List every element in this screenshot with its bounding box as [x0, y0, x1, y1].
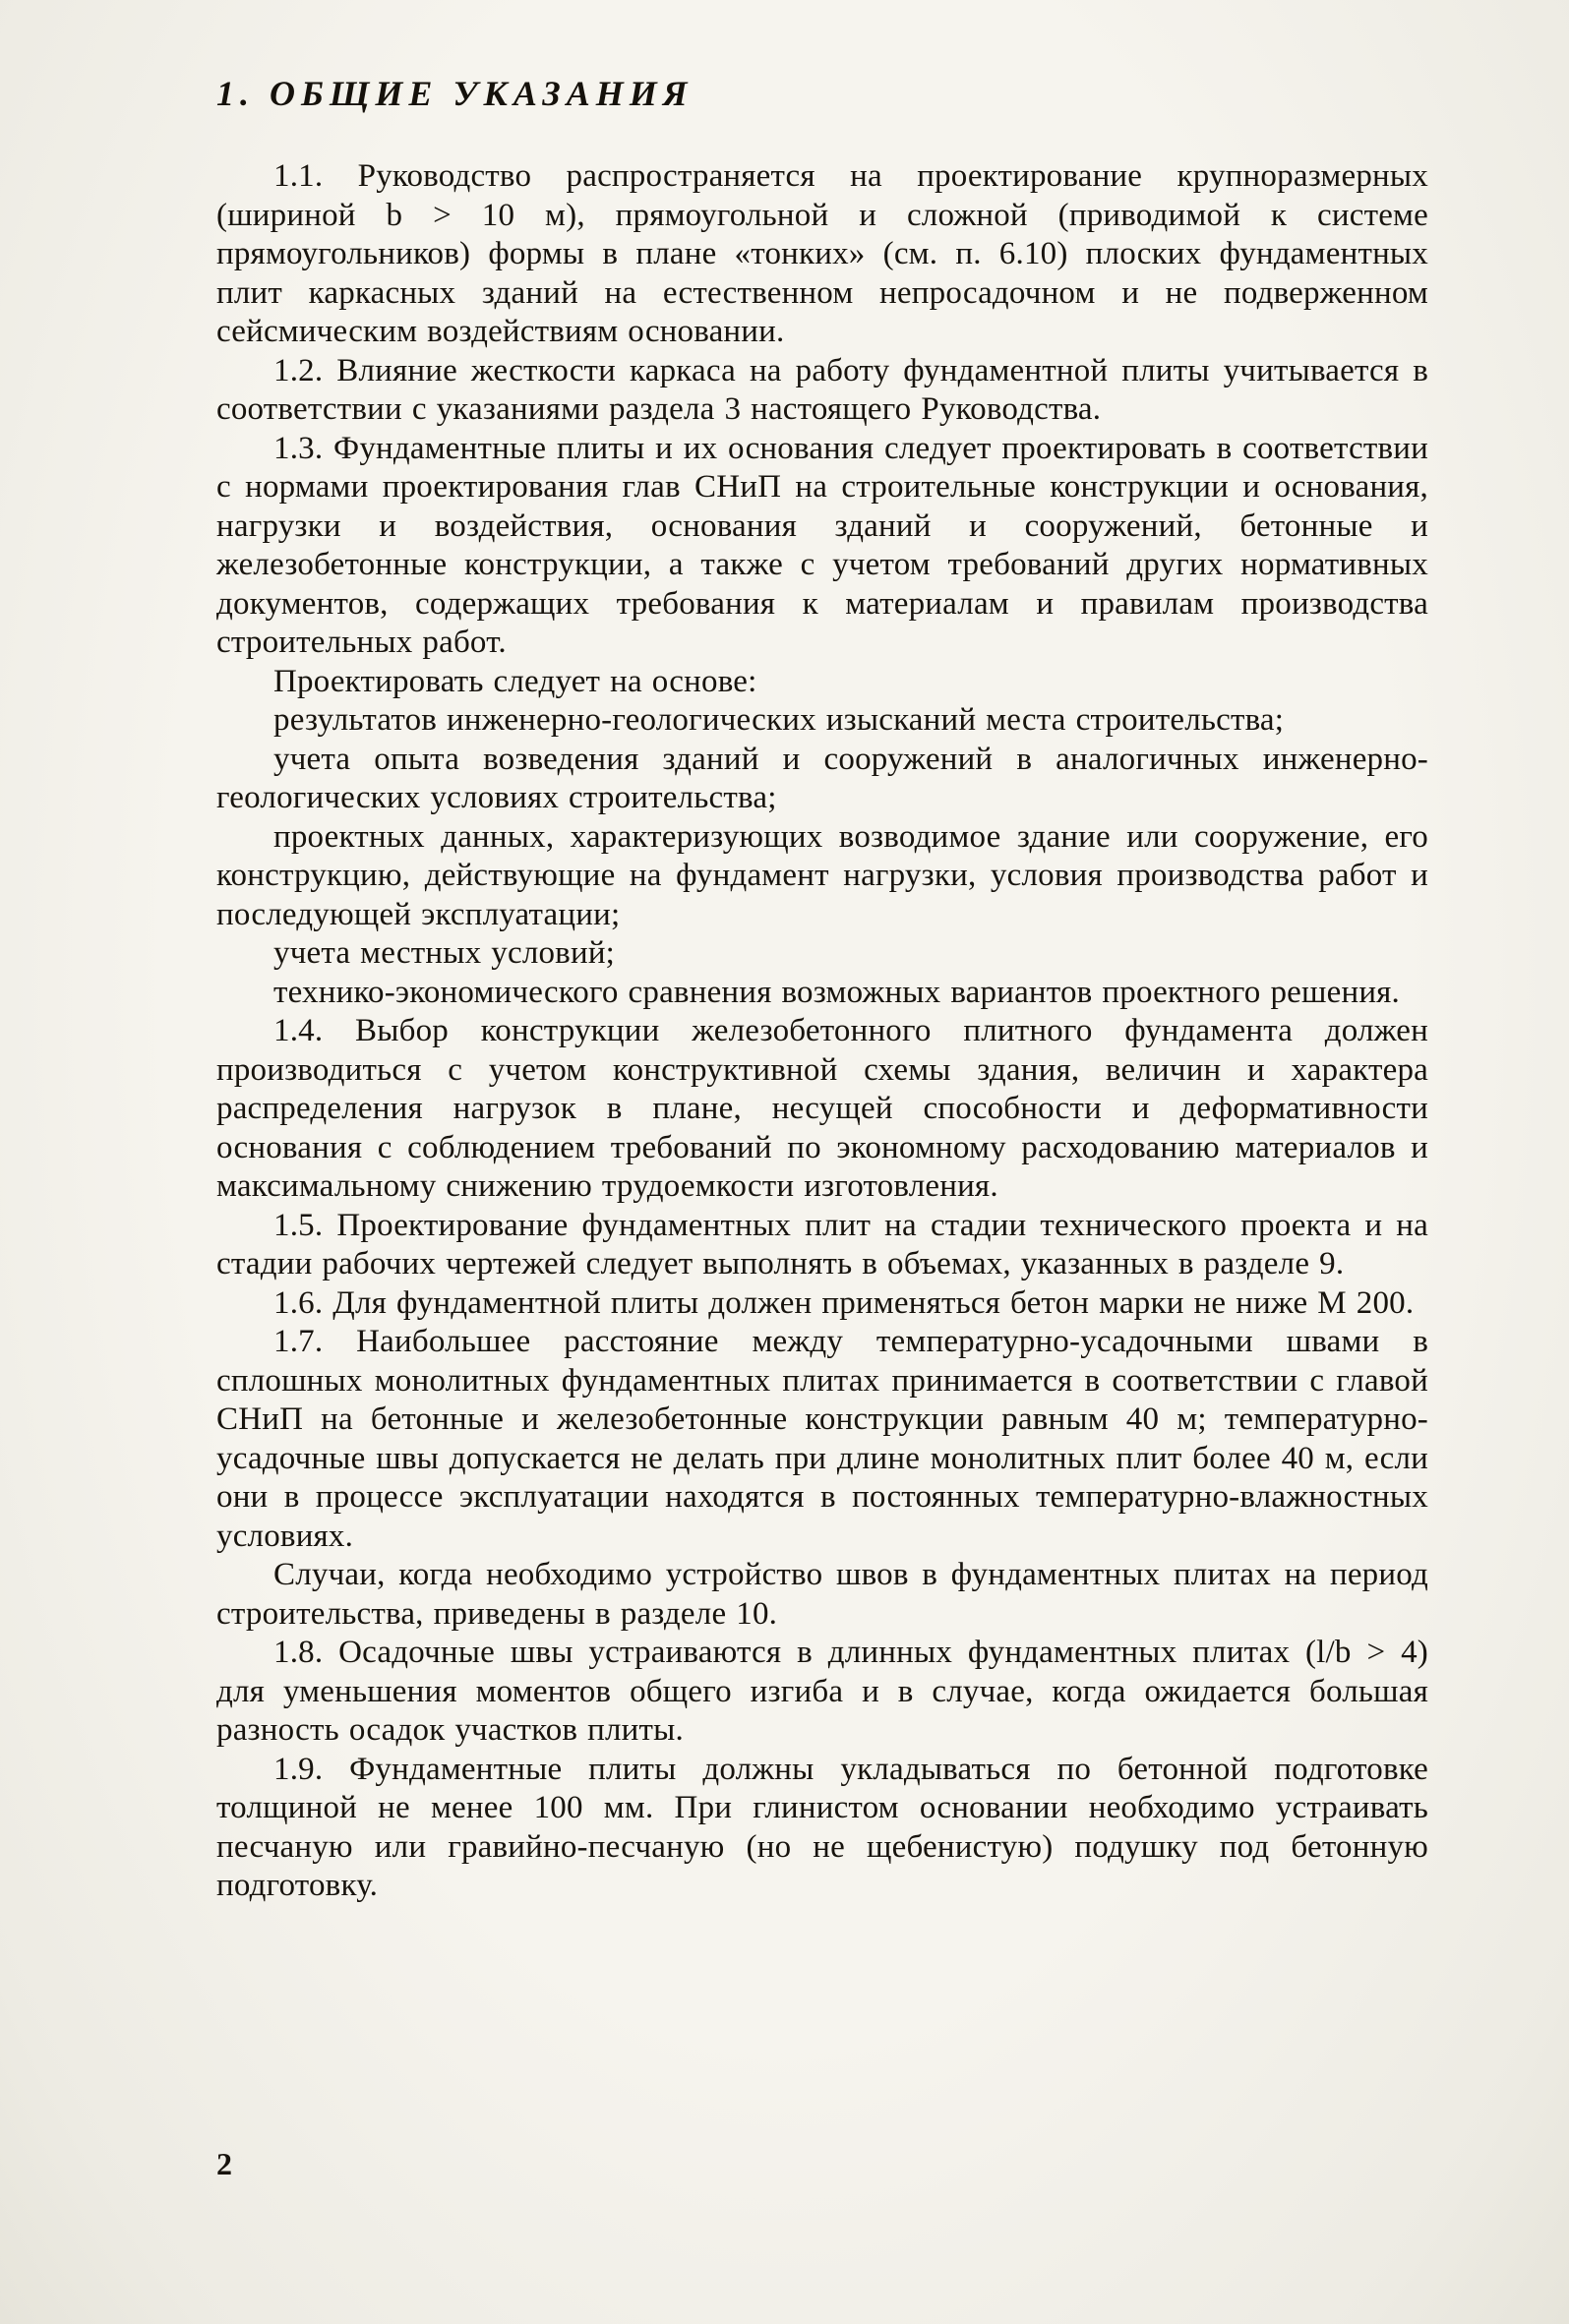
paragraph: 1.2. Влияние жесткости каркаса на работу фундаментной плиты учитывается в соответствии с указаниями раздела 3 настоящего Руководства. — [216, 352, 1428, 427]
paragraph: Случаи, когда необходимо устройство швов в фундаментных плитах на период строительства, приведены в разделе 10. — [216, 1557, 1428, 1632]
paragraph: технико-экономического сравнения возможных вариантов проектного решения. — [273, 974, 1401, 1010]
paragraph: Проектировать следует на основе: — [273, 663, 757, 699]
paragraph: 1.7. Наибольшее расстояние между температурно-усадочными швами в сплошных монолитных фундаментных плитах принимается в соответствии с главой СНиП на бетонные и железобетонные конструкции равным 40 м; температурно-усадочные швы допускается не делать при длине монолитных плит более 40 м, если они в процессе эксплуатации находятся в постоянных температурно-влажностных условиях. — [216, 1324, 1428, 1554]
page-content — [216, 73, 1428, 1906]
paragraph: учета опыта возведения зданий и сооружений в аналогичных инженерно-геологических условиях строительства; — [216, 741, 1428, 815]
paragraph: 1.8. Осадочные швы устраиваются в длинных фундаментных плитах (l/b > 4) для уменьшения моментов общего изгиба и в случае, когда ожидается большая разность осадок участков плиты. — [216, 1635, 1428, 1748]
paragraph: 1.5. Проектирование фундаментных плит на стадии технического проекта и на стадии рабочих чертежей следует выполнять в объемах, указанных в разделе 9. — [216, 1207, 1428, 1281]
section-heading: 1. ОБЩИЕ УКАЗАНИЯ — [216, 74, 694, 113]
paragraph: результатов инженерно-геологических изысканий места строительства; — [273, 702, 1285, 738]
paragraph: 1.4. Выбор конструкции железобетонного плитного фундамента должен производиться с учетом конструктивной схемы здания, величин и характера распределения нагрузок в плане, несущей способности и деформативности основания с соблюдением требований по экономному расходованию материалов и максимальному снижению трудоемкости изготовления. — [216, 1013, 1428, 1204]
body-text — [216, 157, 1428, 1906]
paragraph: 1.3. Фундаментные плиты и их основания следует проектировать в соответствии с нормами проектирования глав СНиП на строительные конструкции и основания, нагрузки и воздействия, основания зданий и сооружений, бетонные и железобетонные конструкции, а также с учетом требований других нормативных документов, содержащих требования к материалам и правилам производства строительных работ. — [216, 430, 1428, 660]
paragraph: 1.9. Фундаментные плиты должны укладываться по бетонной подготовке толщиной не менее 100 мм. При глинистом основании необходимо устраивать песчаную или гравийно-песчаную (но не щебенистую) подушку под бетонную подготовку. — [216, 1751, 1428, 1903]
page-number: 2 — [216, 2146, 232, 2181]
paragraph: 1.6. Для фундаментной плиты должен применяться бетон марки не ниже М 200. — [273, 1284, 1415, 1321]
paragraph: учета местных условий; — [273, 935, 616, 971]
paragraph: 1.1. Руководство распространяется на проектирование крупноразмерных (шириной b > 10 м), прямоугольной и сложной (приводимой к системе прямоугольников) формы в плане «тонких» (см. п. 6.10) плоских фундаментных плит каркасных зданий на естественном непросадочном и не подверженном сейсмическим воздействиям основании. — [216, 158, 1428, 349]
paragraph: проектных данных, характеризующих возводимое здание или сооружение, его конструкцию, действующие на фундамент нагрузки, условия производства работ и последующей эксплуатации; — [216, 818, 1428, 932]
